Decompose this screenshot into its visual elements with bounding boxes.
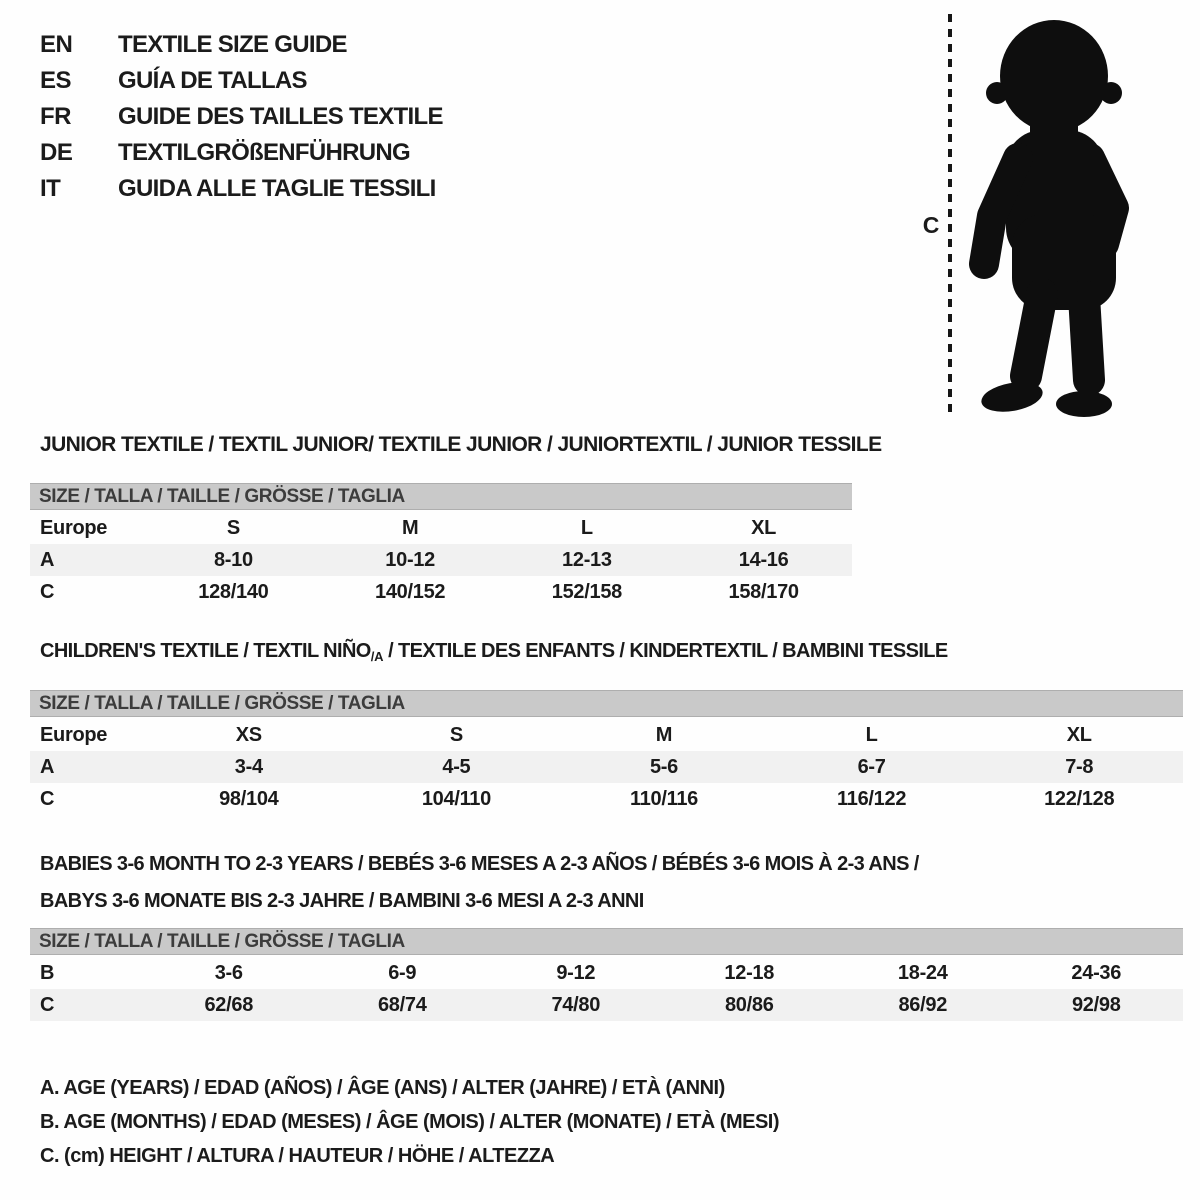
language-code: DE [40,139,73,166]
junior-table-rows [30,512,852,608]
table-cell: M [655,724,673,746]
language-row [40,135,443,171]
language-row [40,171,443,207]
table-cell: 158/170 [728,581,799,603]
language-code: FR [40,103,71,130]
table-cell: 80/86 [724,994,774,1016]
language-title-block [40,27,443,207]
measurement-legend [40,1071,779,1173]
row-label: C [40,788,55,810]
language-row [40,63,443,99]
table-cell: 152/158 [551,581,622,603]
children-heading-subscript: /A [370,649,384,664]
children-section-heading [40,638,948,670]
babies-size-table [30,928,1183,1021]
table-cell: 6-9 [388,962,417,984]
guide-title: TEXTILE SIZE GUIDE [118,31,347,58]
table-row [30,751,1183,783]
row-label: C [40,994,55,1016]
table-row [30,989,1183,1021]
guide-title: TEXTILGRÖßENFÜHRUNG [118,139,411,166]
table-cell: 10-12 [385,549,435,571]
toddler-silhouette [962,16,1138,420]
table-cell: 74/80 [551,994,601,1016]
table-cell: XL [1066,724,1092,746]
row-label: A [40,549,55,571]
children-heading-suffix: / TEXTILE DES ENFANTS / KINDERTEXTIL / BAMBINI TESSILE [383,640,948,662]
language-code: EN [40,31,73,58]
table-cell: 122/128 [1044,788,1115,810]
row-label: C [40,581,55,603]
table-cell: 6-7 [857,756,886,778]
table-row [30,512,852,544]
table-cell: 128/140 [198,581,269,603]
legend-line-c: C. (cm) HEIGHT / ALTURA / HAUTEUR / HÖHE / ALTEZZA [40,1145,555,1167]
table-cell: 7-8 [1065,756,1094,778]
table-cell: S [226,517,240,539]
table-cell: XL [751,517,777,539]
table-cell: 9-12 [556,962,596,984]
children-table-rows [30,719,1183,815]
row-label: B [40,962,55,984]
table-cell: 110/116 [629,788,698,810]
babies-heading-line1: BABIES 3-6 MONTH TO 2-3 YEARS / BEBÉS 3-6 MESES A 2-3 AÑOS / BÉBÉS 3-6 MOIS À 2-3 ANS / [40,853,919,875]
table-cell: 92/98 [1071,994,1121,1016]
table-cell: 18-24 [897,962,948,984]
table-row [30,719,1183,751]
language-code: IT [40,175,61,202]
row-label: A [40,756,55,778]
language-row [40,99,443,135]
table-cell: XS [235,724,262,746]
guide-title: GUIDE DES TAILLES TEXTILE [118,103,443,130]
table-cell: 86/92 [898,994,948,1016]
children-size-table [30,690,1183,815]
table-cell: 12-18 [724,962,775,984]
size-header-bar: SIZE / TALLA / TAILLE / GRÖSSE / TAGLIA [30,690,1183,717]
table-row [30,783,1183,815]
table-cell: 116/122 [837,788,907,810]
language-code: ES [40,67,72,94]
children-heading-prefix: CHILDREN'S TEXTILE / TEXTIL NIÑO [40,640,371,662]
guide-title: GUÍA DE TALLAS [118,67,307,94]
table-cell: 8-10 [213,549,253,571]
legend-line-a: A. AGE (YEARS) / EDAD (AÑOS) / ÂGE (ANS) / ALTER (JAHRE) / ETÀ (ANNI) [40,1077,725,1099]
table-cell: 24-36 [1071,962,1122,984]
table-cell: 3-6 [214,962,243,984]
table-cell: M [401,517,419,539]
size-header-bar: SIZE / TALLA / TAILLE / GRÖSSE / TAGLIA [30,928,1183,955]
row-label: Europe [40,517,108,539]
junior-section-heading: JUNIOR TEXTILE / TEXTIL JUNIOR/ TEXTILE JUNIOR / JUNIORTEXTIL / JUNIOR TESSILE [40,433,882,456]
size-header-bar: SIZE / TALLA / TAILLE / GRÖSSE / TAGLIA [30,483,852,510]
table-cell: 14-16 [738,549,789,571]
table-cell: 12-13 [562,549,612,571]
babies-section-heading [40,846,919,920]
table-row [30,544,852,576]
table-cell: 140/152 [375,581,446,603]
table-cell: S [449,724,463,746]
legend-line-b: B. AGE (MONTHS) / EDAD (MESES) / ÂGE (MOIS) / ALTER (MONATE) / ETÀ (MESI) [40,1111,780,1133]
table-cell: 3-4 [234,756,263,778]
row-label: Europe [40,724,108,746]
table-cell: 62/68 [204,994,254,1016]
table-row [30,576,852,608]
table-cell: 104/110 [421,788,491,810]
language-row [40,27,443,63]
table-cell: 5-6 [649,756,678,778]
guide-title: GUIDA ALLE TAGLIE TESSILI [118,175,436,202]
junior-size-table [30,483,852,608]
table-cell: L [865,724,878,746]
table-cell: 98/104 [219,788,279,810]
table-row [30,957,1183,989]
table-cell: L [580,517,593,539]
table-cell: 4-5 [442,756,471,778]
height-measure-label: C [922,212,940,238]
babies-table-rows [30,957,1183,1021]
table-cell: 68/74 [377,994,427,1016]
height-measure-dashed-line [948,14,952,418]
babies-heading-line2: BABYS 3-6 MONATE BIS 2-3 JAHRE / BAMBINI 3-6 MESI A 2-3 ANNI [40,890,644,912]
